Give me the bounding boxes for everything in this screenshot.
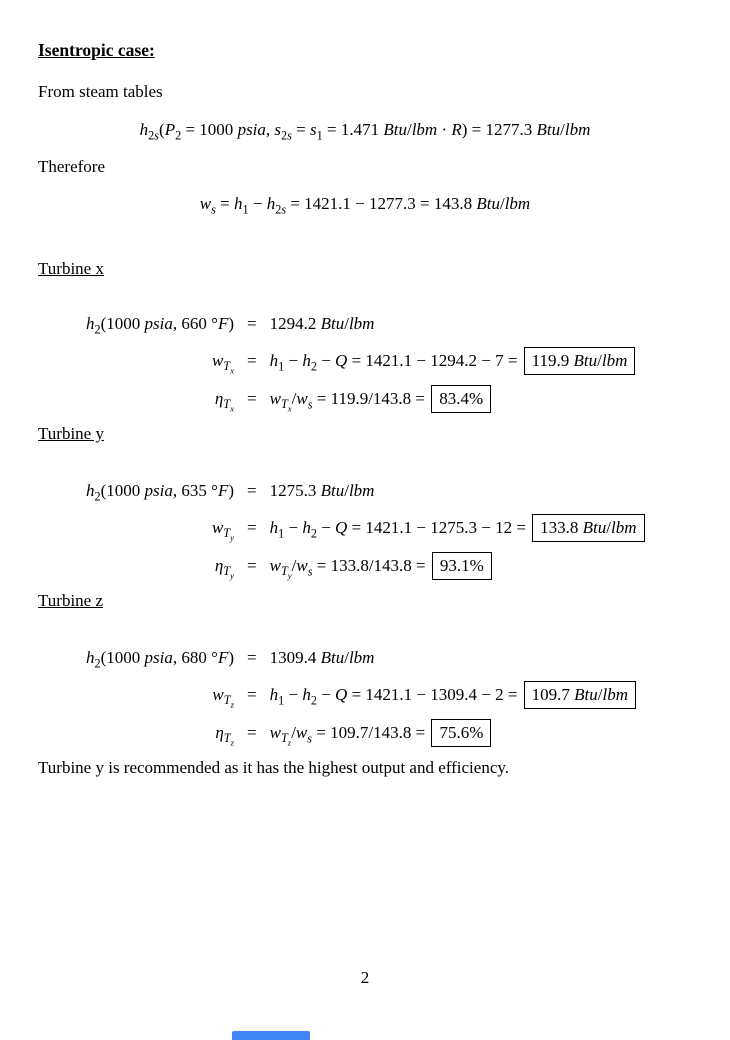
therefore-text: Therefore (38, 157, 106, 176)
equation-row (38, 514, 692, 542)
turbine-y-section (38, 423, 692, 580)
equation-isentropic-enthalpy: $h_{2s}(P_2 = 1000$ psia, $s_{2s} = s_1 = 1.471$ Btu/lbm · R) = 1277.3 Btu/lbm (139, 120, 591, 143)
turbine-z-section (38, 590, 692, 747)
horizontal-scrollbar-thumb[interactable] (232, 1031, 310, 1040)
equation-rhs: 1294.2 Btu/lbm (269, 314, 375, 333)
equation-row (38, 719, 692, 747)
page-title: Isentropic case: (38, 40, 155, 60)
equation-row (38, 311, 692, 337)
turbine-z-equations (38, 645, 692, 747)
equation-row (38, 552, 692, 580)
equation-lhs: $w_{T_z}$ (212, 685, 234, 710)
equation-rhs: $w_{T_x}/w_s = 119.9/143.8 = 83.4\%$ (270, 385, 692, 413)
equation-row (38, 385, 692, 413)
conclusion-text: Turbine y is recommended as it has the highest output and efficiency. (38, 758, 510, 777)
equation-rhs: $h_1 - h_2 - Q = 1421.1 - 1309.4 - 2 = 109.7$ Btu/lbm (270, 681, 692, 709)
equals-sign: = (247, 648, 257, 667)
equation-row (38, 681, 692, 709)
equals-sign: = (247, 723, 257, 742)
equals-sign: = (247, 389, 257, 408)
intro-text: From steam tables (38, 82, 163, 101)
equation-lhs: $w_{T_x}$ (211, 351, 234, 376)
equals-sign: = (247, 556, 257, 575)
equation-lhs: $\eta_{T_y}$ (214, 556, 234, 581)
equation-rhs: $w_{T_z}/w_s = 109.7/143.8 = 75.6\%$ (270, 719, 692, 747)
equation-rhs: $w_{T_y}/w_s = 133.8/143.8 = 93.1\%$ (270, 552, 692, 580)
equation-rhs: 1309.4 Btu/lbm (269, 648, 375, 667)
turbine-x-equations (38, 311, 692, 413)
turbine-z-heading: Turbine z (38, 591, 104, 610)
equation-isentropic-work: $w_s = h_1 - h_{2s} = 1421.1 - 1277.3 = 143.8$ Btu/lbm (199, 194, 531, 217)
equation-row (38, 645, 692, 671)
equation-lhs: $h_2(1000$ psia, 660 °F) (85, 314, 234, 337)
equation-lhs: $\eta_{T_z}$ (215, 723, 234, 748)
equation-row (38, 478, 692, 504)
equation-rhs: $h_1 - h_2 - Q = 1421.1 - 1275.3 - 12 = 133.8$ Btu/lbm (270, 514, 692, 542)
equation-lhs: $w_{T_y}$ (211, 518, 234, 543)
equals-sign: = (247, 314, 257, 333)
turbine-y-equations (38, 478, 692, 580)
turbine-x-heading: Turbine x (38, 259, 104, 278)
equation-lhs: $h_2(1000$ psia, 680 °F) (85, 648, 234, 671)
equals-sign: = (247, 481, 257, 500)
equation-rhs: 1275.3 Btu/lbm (269, 481, 375, 500)
equation-rhs: $h_1 - h_2 - Q = 1421.1 - 1294.2 - 7 = 119.9$ Btu/lbm (270, 347, 692, 375)
equation-lhs: $h_2(1000$ psia, 635 °F) (85, 481, 234, 504)
equals-sign: = (247, 685, 257, 704)
turbine-y-heading: Turbine y (38, 424, 104, 443)
equation-lhs: $\eta_{T_x}$ (214, 389, 234, 414)
equals-sign: = (247, 351, 257, 370)
equals-sign: = (247, 518, 257, 537)
equation-row (38, 347, 692, 375)
page-number: 2 (360, 968, 370, 987)
turbine-x-section (38, 258, 692, 413)
